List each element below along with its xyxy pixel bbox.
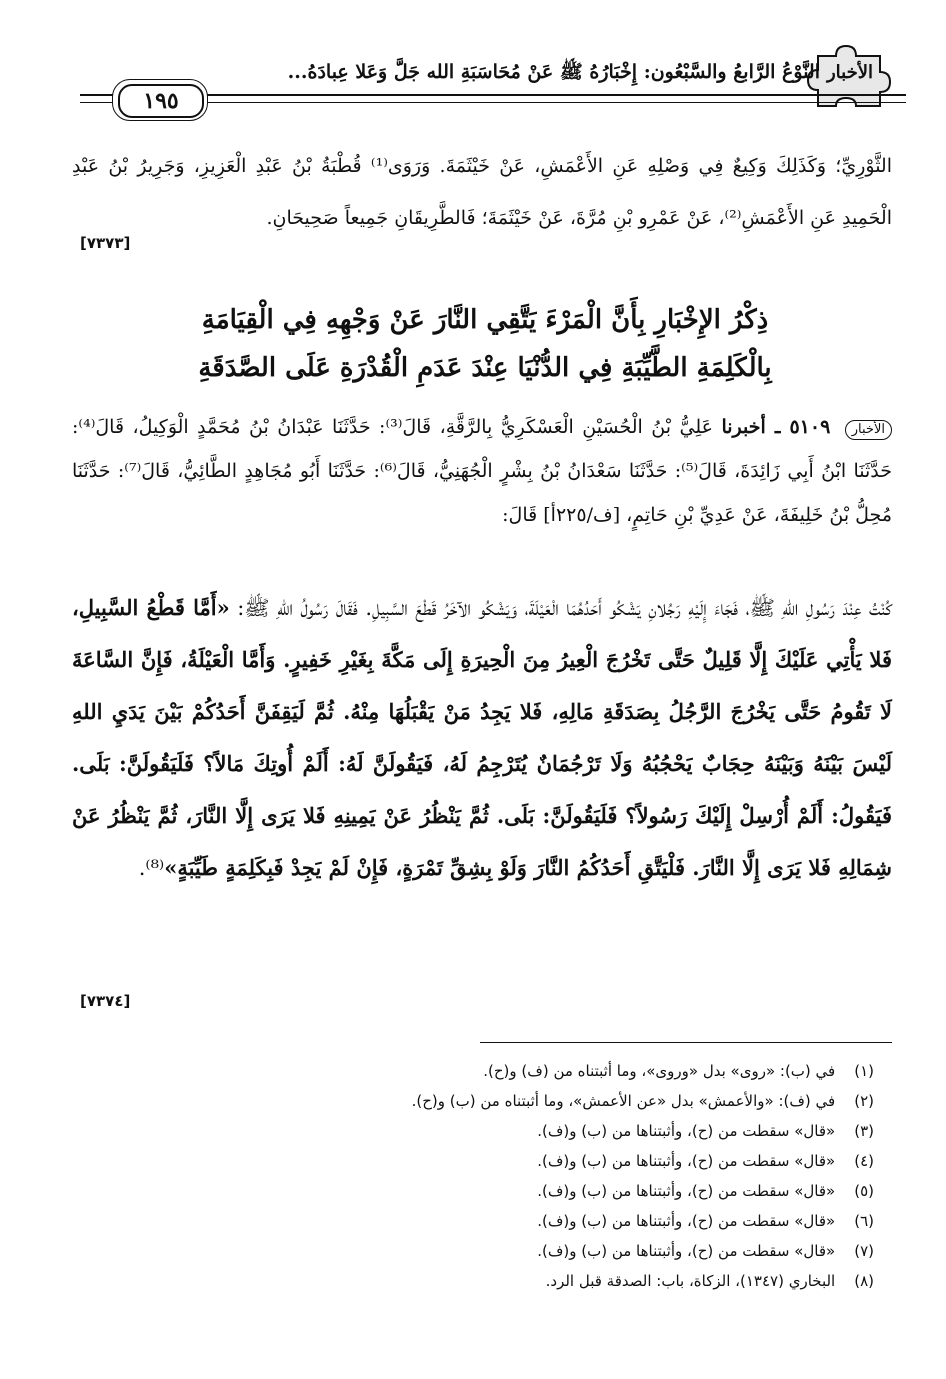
puzzle-label: الأخبار <box>826 62 873 83</box>
running-header: النَّوْعُ الرَّابعُ والسَّبْعُون: إِخْبَارُهُ ﷺ عَنْ مُحَاسَبَةِ الله جَلَّ وَعَلا عِبادَهُ... <box>287 61 820 83</box>
isnad-paragraph <box>72 405 892 537</box>
hadith-intro: كُنْتُ عِنْدَ رَسُولِ اللهِ ﷺ، فَجَاءَ إِلَيْهِ رَجُلانِ يَشْكُو أَحَدُهُمَا الْعَيْلَةَ، وَيَشْكُو الآخَرُ قَطْعَ السَّبِيلِ. فَقَالَ رَسُولُ اللهِ ﷺ: <box>229 596 892 620</box>
paragraph-text: الثَّوْرِيِّ؛ وَكَذَلِكَ وَكِيعٌ فِي وَصْلِهِ عَنِ الأَعْمَشِ، عَنْ خَيْثَمَةَ. وَرَوَى⁽¹⁾ قُطْبَةُ بْنُ عَبْدِ الْعَزِيزِ، وَجَرِيرُ بْنُ عَبْدِ الْحَمِيدِ عَنِ الأَعْمَشِ⁽²⁾، عَنْ عَمْرِو بْنِ مُرَّةَ، عَنْ خَيْثَمَةَ؛ فَالطَّرِيقَانِ جَمِيعاً صَحِيحَانِ. <box>72 155 892 229</box>
page-number: ١٩٥ <box>118 84 204 118</box>
footnote: (٦) «قال» سقطت من (ح)، وأثبتناها من (ب) و(ف). <box>537 1212 874 1230</box>
chapter-heading-line-1: ذِكْرُ الإِخْبَارِ بِأَنَّ الْمَرْءَ يَتَّقِي النَّارَ عَنْ وَجْهِهِ فِي الْقِيَامَةِ <box>201 305 769 335</box>
hadith-paragraph <box>72 582 892 894</box>
footnote: (٧) «قال» سقطت من (ح)، وأثبتناها من (ب) و(ف). <box>537 1242 874 1260</box>
footnote: (٢) في (ف): «والأعمش» بدل «عن الأعمش»، وما أثبتناه من (ب) و(ح). <box>411 1092 874 1110</box>
akhbar-badge: الأخبار <box>845 420 892 440</box>
paragraph-continued <box>72 140 892 244</box>
hadith-text: «أَمَّا قَطْعُ السَّبِيلِ، فَلا يَأْتِي عَلَيْكَ إِلَّا قَلِيلٌ حَتَّى تَخْرُجَ الْعِيرُ مِنَ الْحِيرَةِ إِلَى مَكَّةَ بِغَيْرِ خَفِيرٍ. وَأَمَّا الْعَيْلَةُ، فَإِنَّ السَّاعَةَ لَا تَقُومُ حَتَّى يَخْرُجَ الرَّجُلُ بِصَدَقَةِ مَالِهِ، فَلا يَجِدُ مَنْ يَقْبَلُهَا مِنْهُ. ثُمَّ لَيَقِفَنَّ أَحَدُكُمْ بَيْنَ يَدَيِ اللهِ لَيْسَ بَيْنَهُ وَبَيْنَهُ حِجَابٌ يَحْجُبُهُ وَلَا تَرْجُمَانٌ يُتَرْجِمُ لَهُ، فَيَقُولَنَّ لَهُ: أَلَمْ أُوتِكَ مَالاً؟ فَلَيَقُولَنَّ: بَلَى. فَيَقُولُ: أَلَمْ أُرْسِلْ إِلَيْكَ رَسُولاً؟ فَلَيَقُولَنَّ: بَلَى. ثُمَّ يَنْظُرُ عَنْ يَمِينِهِ فَلا يَرَى إِلَّا النَّارَ، ثُمَّ يَنْظُرُ عَنْ شِمَالِهِ فَلا يَرَى إِلَّا النَّارَ. فَلْيَتَّقِ أَحَدُكُمُ النَّارَ وَلَوْ بِشِقِّ تَمْرَةٍ، فَإِنْ لَمْ يَجِدْ فَبِكَلِمَةٍ طَيِّبَةٍ» <box>72 595 893 880</box>
footnote: (٣) «قال» سقطت من (ح)، وأثبتناها من (ب) و(ف). <box>537 1122 874 1140</box>
isnad-text: عَلِيُّ بْنُ الْحُسَيْنِ الْعَسْكَرِيُّ بِالرَّقَّةِ، قَالَ⁽³⁾: حَدَّثَنَا عَبْدَانُ بْنُ مُحَمَّدٍ الْوَكِيلُ، قَالَ⁽⁴⁾: حَدَّثَنَا ابْنُ أَبِي زَائِدَةَ، قَالَ⁽⁵⁾: حَدَّثَنَا سَعْدَانُ بْنُ بِشْرٍ الْجُهَنِيُّ، قَالَ⁽⁶⁾: حَدَّثَنَا أَبُو مُجَاهِدٍ الطَّائِيُّ، قَالَ⁽⁷⁾: حَدَّثَنَا مُحِلُّ بْنُ خَلِيفَةَ، عَنْ عَدِيِّ بْنِ حَاتِمٍ، [ف/٢٢٥أ] قَالَ: <box>72 416 892 526</box>
footnote-divider <box>480 1042 892 1043</box>
footnote: (٨) البخاري (١٣٤٧)، الزكاة، باب: الصدقة قبل الرد. <box>545 1272 874 1290</box>
footnotes <box>54 1056 874 1296</box>
hadith-number: ٥١٠٩ ـ أخبرنا <box>721 416 831 438</box>
footnote: (٤) «قال» سقطت من (ح)، وأثبتناها من (ب) و(ف). <box>537 1152 874 1170</box>
footnote: (١) في (ب): «روى» بدل «وروى»، وما أثبتناه من (ف) و(ح). <box>483 1062 874 1080</box>
footnote: (٥) «قال» سقطت من (ح)، وأثبتناها من (ب) و(ف). <box>537 1182 874 1200</box>
hadith-citation-2: [٧٣٧٤] <box>80 992 131 1010</box>
chapter-heading-line-2: بِالْكَلِمَةِ الطَّيِّبَةِ فِي الدُّنْيَا عِنْدَ عَدَمِ الْقُدْرَةِ عَلَى الصَّدَقَةِ <box>198 353 772 383</box>
hadith-citation: [٧٣٧٣] <box>80 234 131 252</box>
hadith-outro: ⁽⁸⁾. <box>138 856 165 880</box>
